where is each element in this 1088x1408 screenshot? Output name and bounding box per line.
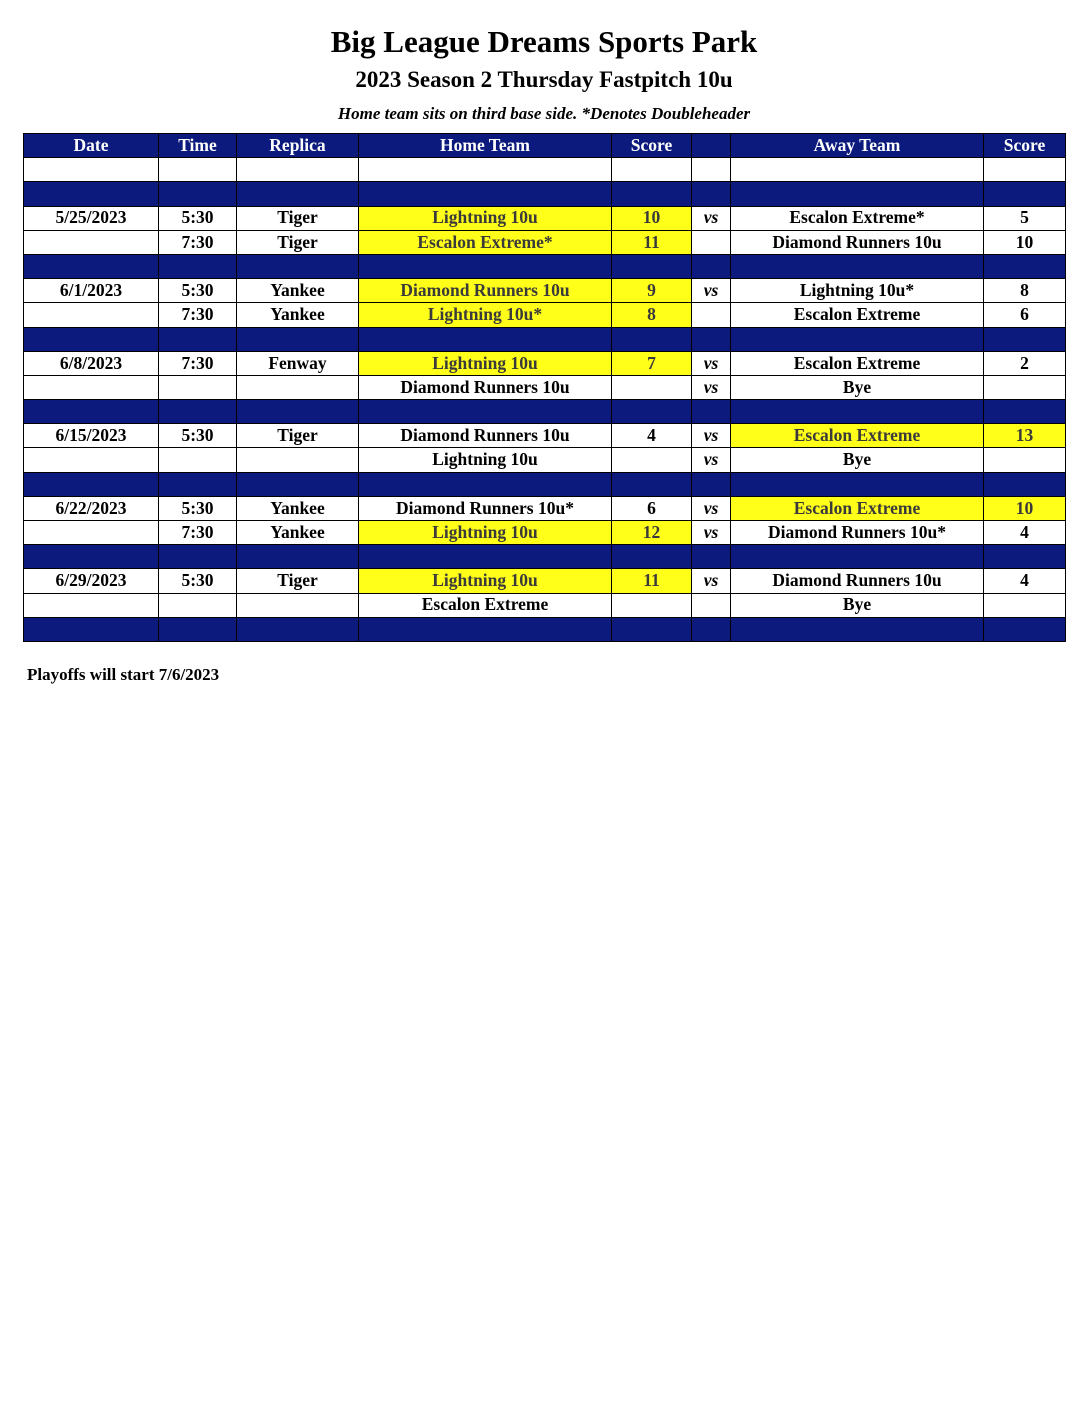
vs-cell — [692, 617, 731, 641]
home-team-cell — [359, 472, 612, 496]
home-team-cell: Diamond Runners 10u* — [359, 496, 612, 520]
time-cell: 5:30 — [159, 279, 237, 303]
home-score-cell — [612, 545, 692, 569]
replica-cell: Yankee — [237, 496, 359, 520]
col-header-date: Date — [24, 134, 159, 158]
col-header-vs — [692, 134, 731, 158]
away-score-cell: 4 — [984, 569, 1066, 593]
time-cell: 5:30 — [159, 206, 237, 230]
vs-cell: vs — [692, 496, 731, 520]
away-score-cell — [984, 182, 1066, 206]
home-score-cell — [612, 182, 692, 206]
vs-cell — [692, 230, 731, 254]
home-team-cell: Diamond Runners 10u — [359, 375, 612, 399]
away-team-cell: Escalon Extreme — [731, 303, 984, 327]
replica-cell — [237, 545, 359, 569]
away-team-cell: Escalon Extreme — [731, 351, 984, 375]
replica-cell: Tiger — [237, 206, 359, 230]
home-team-cell — [359, 545, 612, 569]
replica-cell — [237, 472, 359, 496]
home-team-cell: Lightning 10u — [359, 448, 612, 472]
date-cell — [24, 593, 159, 617]
home-score-cell: 4 — [612, 424, 692, 448]
away-team-cell — [731, 158, 984, 182]
vs-cell: vs — [692, 569, 731, 593]
away-score-cell — [984, 158, 1066, 182]
away-score-cell: 8 — [984, 279, 1066, 303]
date-cell — [24, 400, 159, 424]
home-team-cell: Escalon Extreme* — [359, 230, 612, 254]
time-cell: 7:30 — [159, 351, 237, 375]
blank-row — [24, 158, 1066, 182]
replica-cell — [237, 182, 359, 206]
col-header-away-team: Away Team — [731, 134, 984, 158]
date-cell — [24, 545, 159, 569]
replica-cell — [237, 400, 359, 424]
vs-cell — [692, 182, 731, 206]
home-score-cell — [612, 472, 692, 496]
away-team-cell: Bye — [731, 593, 984, 617]
replica-cell: Tiger — [237, 569, 359, 593]
away-team-cell: Bye — [731, 375, 984, 399]
date-cell — [24, 254, 159, 278]
home-score-cell: 7 — [612, 351, 692, 375]
date-cell: 6/15/2023 — [24, 424, 159, 448]
schedule-body — [24, 158, 1066, 642]
replica-cell — [237, 593, 359, 617]
table-row — [24, 303, 1066, 327]
vs-cell: vs — [692, 206, 731, 230]
away-team-cell — [731, 254, 984, 278]
vs-cell: vs — [692, 448, 731, 472]
col-header-home-team: Home Team — [359, 134, 612, 158]
away-team-cell: Diamond Runners 10u — [731, 230, 984, 254]
home-score-cell: 9 — [612, 279, 692, 303]
away-score-cell — [984, 617, 1066, 641]
schedule-table — [23, 133, 1066, 642]
away-team-cell: Escalon Extreme — [731, 496, 984, 520]
date-cell — [24, 521, 159, 545]
date-cell — [24, 375, 159, 399]
col-header-home-score: Score — [612, 134, 692, 158]
time-cell — [159, 472, 237, 496]
date-cell: 6/22/2023 — [24, 496, 159, 520]
away-score-cell — [984, 448, 1066, 472]
away-team-cell: Diamond Runners 10u* — [731, 521, 984, 545]
home-team-cell: Lightning 10u — [359, 206, 612, 230]
replica-cell — [237, 158, 359, 182]
date-cell — [24, 448, 159, 472]
time-cell: 5:30 — [159, 569, 237, 593]
away-team-cell — [731, 182, 984, 206]
col-header-replica: Replica — [237, 134, 359, 158]
home-score-cell: 12 — [612, 521, 692, 545]
separator-row — [24, 327, 1066, 351]
replica-cell: Yankee — [237, 521, 359, 545]
home-score-cell — [612, 254, 692, 278]
home-team-cell — [359, 254, 612, 278]
date-cell — [24, 303, 159, 327]
replica-cell: Tiger — [237, 230, 359, 254]
separator-row — [24, 617, 1066, 641]
time-cell: 5:30 — [159, 424, 237, 448]
vs-cell — [692, 400, 731, 424]
time-cell — [159, 158, 237, 182]
away-team-cell: Escalon Extreme — [731, 424, 984, 448]
replica-cell — [237, 448, 359, 472]
away-team-cell: Lightning 10u* — [731, 279, 984, 303]
home-score-cell — [612, 327, 692, 351]
separator-row — [24, 254, 1066, 278]
home-score-cell — [612, 593, 692, 617]
table-row — [24, 448, 1066, 472]
home-score-cell: 11 — [612, 230, 692, 254]
separator-row — [24, 400, 1066, 424]
table-row — [24, 593, 1066, 617]
date-cell: 6/1/2023 — [24, 279, 159, 303]
table-row — [24, 351, 1066, 375]
home-team-cell: Diamond Runners 10u — [359, 424, 612, 448]
table-row — [24, 521, 1066, 545]
away-score-cell — [984, 400, 1066, 424]
home-score-cell: 8 — [612, 303, 692, 327]
home-team-cell: Diamond Runners 10u — [359, 279, 612, 303]
replica-cell — [237, 327, 359, 351]
vs-cell: vs — [692, 351, 731, 375]
away-score-cell: 2 — [984, 351, 1066, 375]
away-team-cell: Bye — [731, 448, 984, 472]
table-row — [24, 496, 1066, 520]
vs-cell — [692, 593, 731, 617]
separator-row — [24, 182, 1066, 206]
vs-cell: vs — [692, 279, 731, 303]
home-score-cell — [612, 400, 692, 424]
away-score-cell — [984, 327, 1066, 351]
time-cell — [159, 375, 237, 399]
date-cell — [24, 182, 159, 206]
home-team-cell: Lightning 10u* — [359, 303, 612, 327]
replica-cell — [237, 254, 359, 278]
table-row — [24, 375, 1066, 399]
time-cell — [159, 448, 237, 472]
table-row — [24, 279, 1066, 303]
table-row — [24, 569, 1066, 593]
col-header-time: Time — [159, 134, 237, 158]
home-score-cell — [612, 448, 692, 472]
time-cell — [159, 254, 237, 278]
time-cell — [159, 327, 237, 351]
home-team-cell — [359, 617, 612, 641]
home-team-cell: Lightning 10u — [359, 521, 612, 545]
replica-cell — [237, 375, 359, 399]
away-score-cell: 4 — [984, 521, 1066, 545]
date-cell: 6/8/2023 — [24, 351, 159, 375]
page-subtitle: 2023 Season 2 Thursday Fastpitch 10u — [355, 67, 733, 92]
separator-row — [24, 472, 1066, 496]
replica-cell: Fenway — [237, 351, 359, 375]
away-team-cell — [731, 472, 984, 496]
vs-cell: vs — [692, 521, 731, 545]
replica-cell: Yankee — [237, 279, 359, 303]
col-header-away-score: Score — [984, 134, 1066, 158]
vs-cell — [692, 327, 731, 351]
date-cell — [24, 617, 159, 641]
time-cell: 5:30 — [159, 496, 237, 520]
home-score-cell: 6 — [612, 496, 692, 520]
time-cell: 7:30 — [159, 521, 237, 545]
date-cell — [24, 158, 159, 182]
time-cell — [159, 400, 237, 424]
time-cell — [159, 593, 237, 617]
replica-cell — [237, 617, 359, 641]
away-score-cell — [984, 375, 1066, 399]
date-cell: 6/29/2023 — [24, 569, 159, 593]
away-score-cell: 6 — [984, 303, 1066, 327]
home-team-cell — [359, 182, 612, 206]
away-score-cell: 10 — [984, 496, 1066, 520]
replica-cell: Tiger — [237, 424, 359, 448]
away-score-cell: 10 — [984, 230, 1066, 254]
vs-cell — [692, 158, 731, 182]
replica-cell: Yankee — [237, 303, 359, 327]
away-score-cell: 13 — [984, 424, 1066, 448]
away-score-cell: 5 — [984, 206, 1066, 230]
table-row — [24, 424, 1066, 448]
away-team-cell — [731, 400, 984, 424]
date-cell — [24, 472, 159, 496]
time-cell — [159, 182, 237, 206]
home-team-cell — [359, 327, 612, 351]
page-title: Big League Dreams Sports Park — [330, 24, 758, 59]
away-score-cell — [984, 472, 1066, 496]
away-score-cell — [984, 545, 1066, 569]
home-team-cell — [359, 400, 612, 424]
away-score-cell — [984, 254, 1066, 278]
vs-cell — [692, 254, 731, 278]
vs-cell: vs — [692, 375, 731, 399]
home-score-cell: 11 — [612, 569, 692, 593]
vs-cell — [692, 472, 731, 496]
table-row — [24, 230, 1066, 254]
away-team-cell — [731, 327, 984, 351]
away-team-cell — [731, 617, 984, 641]
home-score-cell — [612, 375, 692, 399]
away-team-cell: Escalon Extreme* — [731, 206, 984, 230]
home-team-cell: Escalon Extreme — [359, 593, 612, 617]
home-score-cell: 10 — [612, 206, 692, 230]
date-cell — [24, 230, 159, 254]
table-row — [24, 206, 1066, 230]
playoffs-note: Playoffs will start 7/6/2023 — [27, 665, 220, 684]
separator-row — [24, 545, 1066, 569]
away-team-cell: Diamond Runners 10u — [731, 569, 984, 593]
date-cell: 5/25/2023 — [24, 206, 159, 230]
vs-cell — [692, 303, 731, 327]
date-cell — [24, 327, 159, 351]
time-cell: 7:30 — [159, 303, 237, 327]
away-team-cell — [731, 545, 984, 569]
home-team-cell — [359, 158, 612, 182]
away-score-cell — [984, 593, 1066, 617]
vs-cell: vs — [692, 424, 731, 448]
time-cell — [159, 545, 237, 569]
home-score-cell — [612, 617, 692, 641]
header-row — [24, 134, 1066, 158]
vs-cell — [692, 545, 731, 569]
home-score-cell — [612, 158, 692, 182]
home-team-cell: Lightning 10u — [359, 351, 612, 375]
time-cell: 7:30 — [159, 230, 237, 254]
home-team-cell: Lightning 10u — [359, 569, 612, 593]
time-cell — [159, 617, 237, 641]
schedule-note: Home team sits on third base side. *Denotes Doubleheader — [337, 104, 751, 123]
